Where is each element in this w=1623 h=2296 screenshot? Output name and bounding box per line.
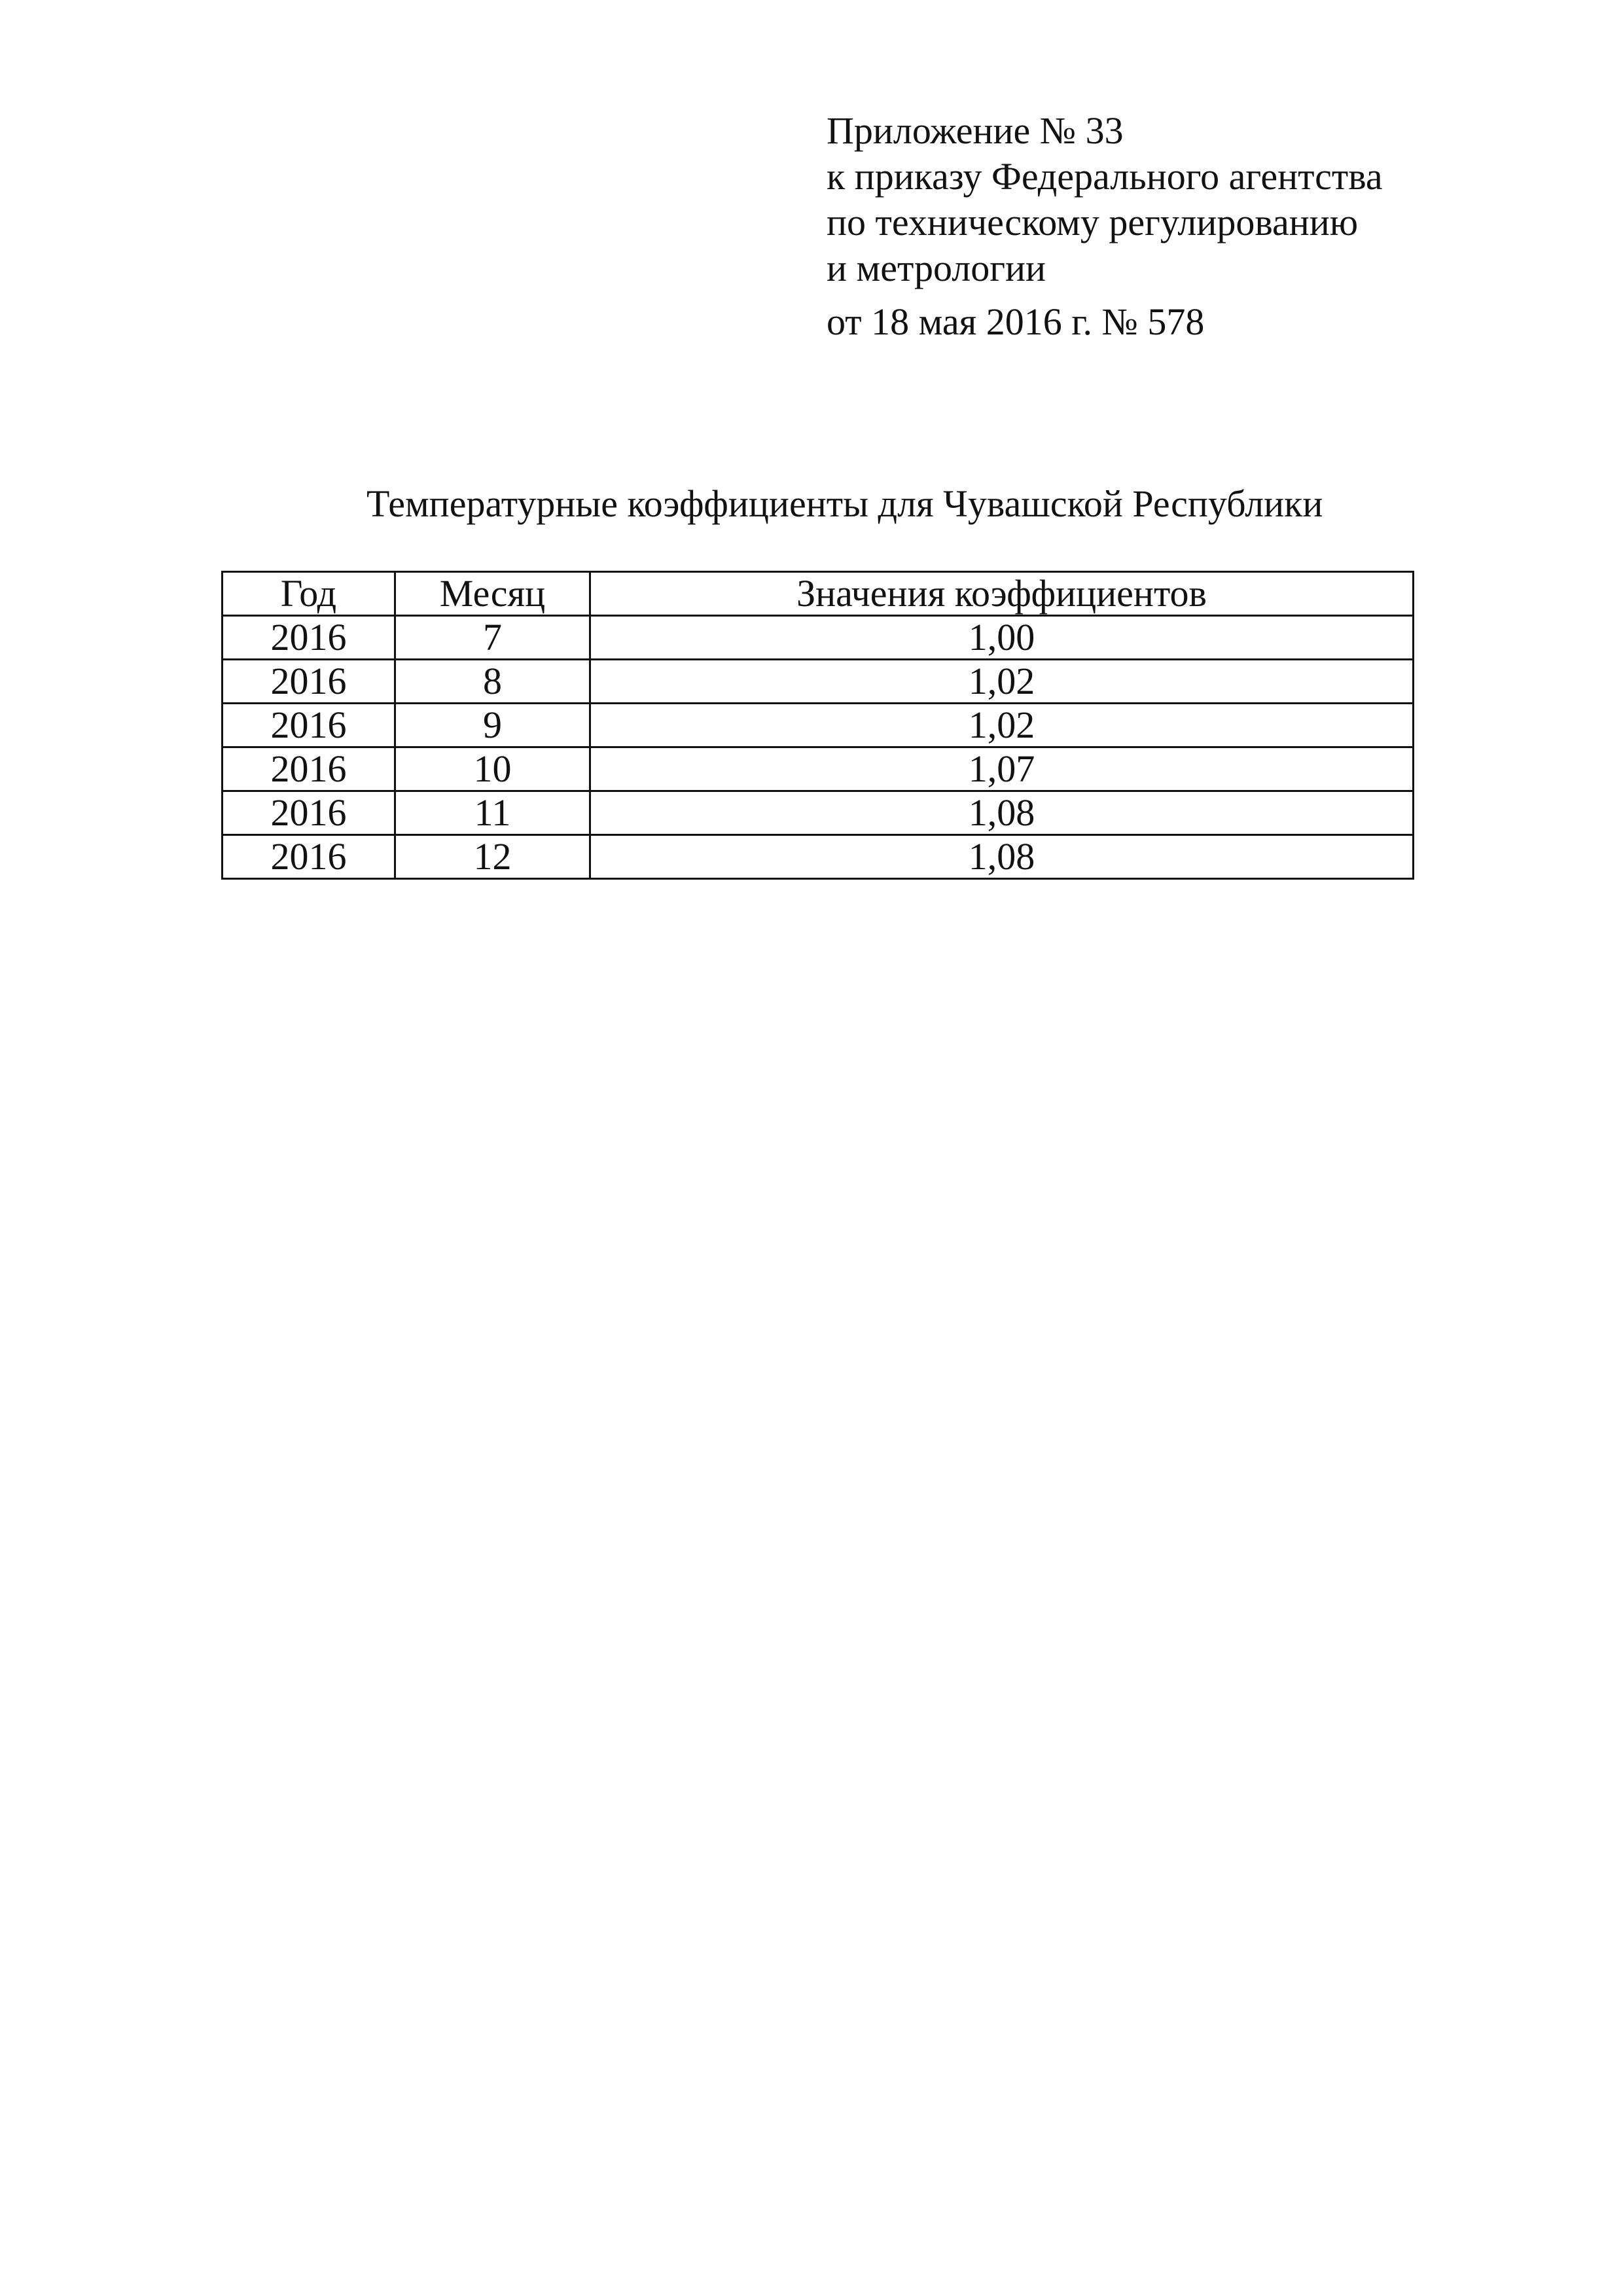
cell-year: 2016: [223, 747, 395, 791]
cell-year: 2016: [223, 791, 395, 835]
cell-year: 2016: [223, 660, 395, 704]
table-row: [223, 660, 1414, 704]
document-title: Температурные коэффициенты для Чувашской Республики: [366, 482, 1323, 525]
appendix-header: [827, 108, 1560, 345]
cell-year: 2016: [223, 616, 395, 660]
coefficients-table: [221, 571, 1414, 880]
table-row: [223, 791, 1414, 835]
agency-line: по техническому регулированию: [827, 201, 1359, 243]
cell-value: 1,00: [590, 616, 1414, 660]
table-row: [223, 747, 1414, 791]
cell-value: 1,02: [590, 660, 1414, 704]
column-header-value: Значения коэффициентов: [590, 572, 1414, 616]
table-row: [223, 616, 1414, 660]
cell-month: 11: [395, 791, 590, 835]
appendix-number: Приложение № 33: [827, 109, 1124, 152]
agency-line-end: и метрологии: [827, 247, 1046, 289]
cell-month: 10: [395, 747, 590, 791]
cell-value: 1,07: [590, 747, 1414, 791]
cell-value: 1,08: [590, 835, 1414, 879]
table-row: [223, 704, 1414, 747]
cell-month: 8: [395, 660, 590, 704]
cell-value: 1,02: [590, 704, 1414, 747]
column-header-month: Месяц: [395, 572, 590, 616]
cell-month: 7: [395, 616, 590, 660]
order-reference-line: к приказу Федерального агентства: [827, 155, 1383, 198]
table-row: [223, 835, 1414, 879]
cell-year: 2016: [223, 704, 395, 747]
cell-year: 2016: [223, 835, 395, 879]
table-header-row: [223, 572, 1414, 616]
cell-month: 9: [395, 704, 590, 747]
cell-value: 1,08: [590, 791, 1414, 835]
order-date: от 18 мая 2016 г. № 578: [827, 300, 1205, 343]
cell-month: 12: [395, 835, 590, 879]
column-header-year: Год: [223, 572, 395, 616]
